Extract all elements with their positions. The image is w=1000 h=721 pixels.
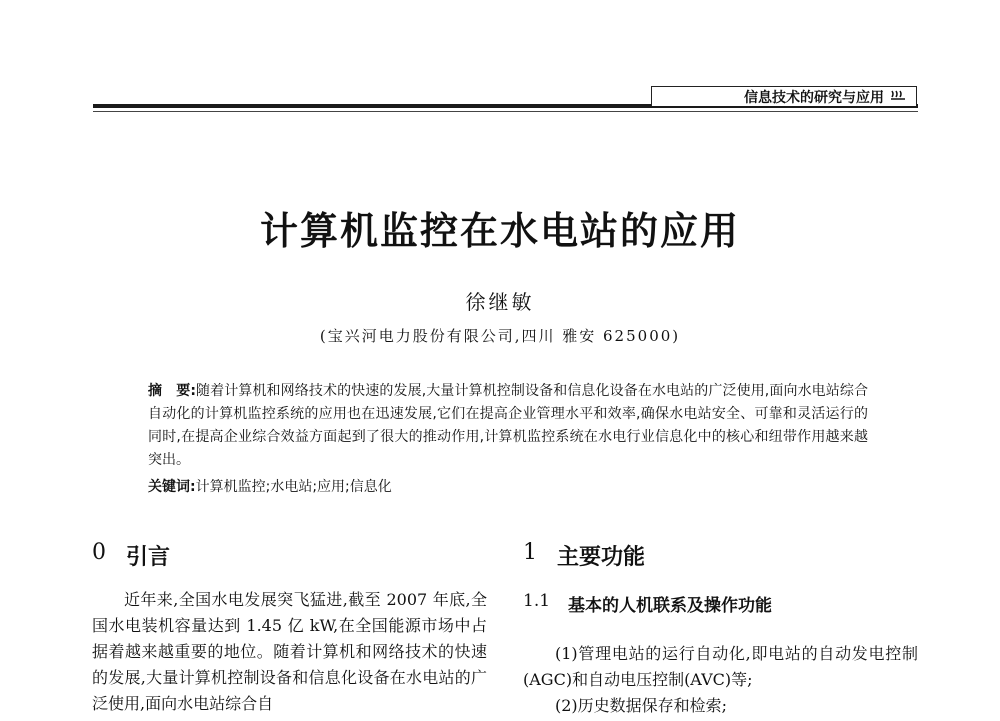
section-1-body (523, 641, 918, 719)
subsection-title: 基本的人机联系及操作功能 (568, 596, 773, 616)
section-1-heading (523, 540, 918, 632)
abstract-text: 随着计算机和网络技术的快速的发展,大量计算机控制设备和信息化设备在水电站的广泛使用,面向水电站综合自动化的计算机监控系统的应用也在迅速发展,它们在提高企业管理水平和效率,确保水电站安全、可靠和灵活运行的同时,在提高企业综合效益方面起到了很大的推动作用,计算机监控系统在水电行业信息化中的核心和纽带作用越来越突出。 (148, 383, 868, 468)
keywords (148, 476, 868, 496)
abstract (148, 380, 868, 472)
header-rule-thin (93, 111, 918, 112)
paper-title: 计算机监控在水电站的应用 (259, 209, 740, 253)
list-item: (1)管理电站的运行自动化,即电站的自动发电控制(AGC)和自动电压控制(AVC)等; (523, 644, 918, 689)
keywords-label: 关键词: (148, 479, 196, 495)
author-affiliation: (宝兴河电力股份有限公司,四川 雅安 625000) (319, 327, 681, 345)
abstract-label: 摘 要: (148, 383, 196, 399)
list-item: (2)历史数据保存和检索; (555, 696, 728, 715)
section-0-body (92, 587, 487, 717)
section-title: 主要功能 (557, 545, 646, 570)
section-label: 信息技术的研究与应用 (744, 89, 884, 106)
section-0-heading (92, 540, 487, 591)
author-name: 徐继敏 (465, 290, 535, 314)
section-number: 0 (92, 540, 106, 565)
running-header (651, 86, 917, 106)
keywords-text: 计算机监控;水电站;应用;信息化 (195, 479, 392, 495)
three-wave-logo-icon (890, 89, 906, 105)
paragraph: 近年来,全国水电发展突飞猛进,截至 2007 年底,全国水电装机容量达到 1.45 亿 kW,在全国能源市场中占据着越来越重要的地位。随着计算机和网络技术的快速的发展,大量计算机控制设备和信息化设备在水电站的广泛使用,面向水电站综合自 (92, 590, 487, 713)
subsection-number: 1.1 (523, 591, 551, 611)
section-title: 引言 (126, 545, 171, 570)
section-number: 1 (523, 540, 537, 565)
subsection-heading (523, 591, 918, 616)
